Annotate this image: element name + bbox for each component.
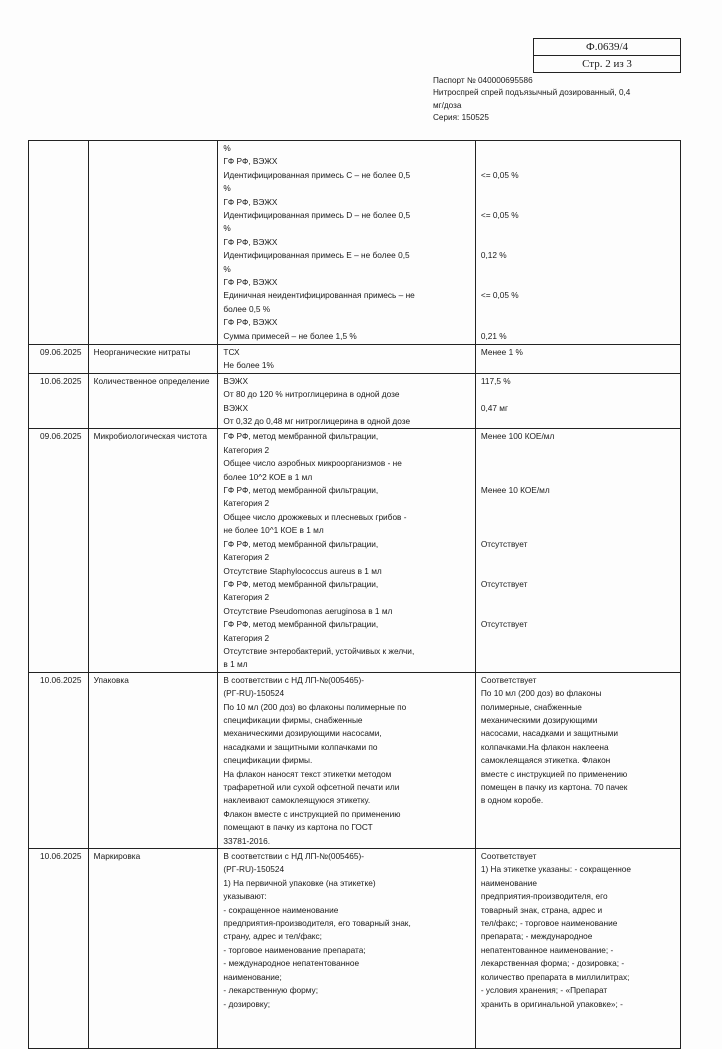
passport-number: Паспорт № 040000695586 (433, 76, 533, 85)
result-line: <= 0,05 % (480, 210, 519, 221)
requirement-line: Категория 2 (223, 632, 270, 643)
requirement-line: По 10 мл (200 доз) во флаконы полимерные по (223, 701, 407, 712)
requirement-line: ГФ РФ, метод мембранной фильтрации, (223, 485, 379, 496)
result-line (481, 388, 675, 401)
result-line: наименование (480, 877, 537, 888)
result-line (481, 155, 675, 168)
result-line: Отсутствует (480, 538, 528, 549)
test-name: Неорганические нитраты (88, 345, 218, 374)
requirement-line: Общее число дрожжевых и плесневых грибов - (223, 511, 407, 522)
result-line: хранить в оригинальной упаковке»; - (480, 998, 623, 1009)
requirement-line: Отсутствие Staphylococcus aureus в 1 мл (223, 565, 382, 576)
requirement-line: На флакон наносят текст этикетки методом (223, 768, 392, 779)
result-line: Отсутствует (480, 619, 528, 630)
test-date (29, 141, 89, 345)
result-line (481, 415, 675, 428)
requirement-line: 33781-2016. (223, 835, 271, 846)
test-date: 10.06.2025 (29, 672, 89, 848)
result-line (481, 182, 675, 195)
requirement-line: % (223, 263, 231, 274)
test-date: 09.06.2025 (29, 345, 89, 374)
requirement-line: ГФ РФ, метод мембранной фильтрации, (223, 431, 379, 442)
form-code: Ф.0639/4 (586, 41, 628, 53)
test-name: Маркировка (88, 849, 218, 1049)
result-line: вместе с инструкцией по применению (480, 768, 628, 779)
result-line: 1) На этикетке указаны: - сокращенное (480, 864, 632, 875)
result-line (481, 222, 675, 235)
result-line (481, 524, 675, 537)
requirement-line: наименование; (223, 971, 282, 982)
result-line: предприятия-производителя, его (480, 891, 608, 902)
requirement-line: - дозировку; (223, 998, 271, 1009)
result-line (481, 511, 675, 524)
requirement-line: спецификации фирмы, снабженные (223, 714, 363, 725)
result-line (481, 457, 675, 470)
requirement-line: в 1 мл (223, 659, 248, 670)
result-line: Менее 10 КОЕ/мл (480, 485, 550, 496)
table-row (29, 373, 681, 429)
requirement-line: предприятия-производителя, его товарный знак, (223, 918, 411, 929)
result-line (481, 276, 675, 289)
result-line: Менее 100 КОЕ/мл (480, 431, 555, 442)
table-row (29, 429, 681, 672)
result-line: полимерные, снабженные (480, 701, 582, 712)
requirement-line: спецификации фирмы. (223, 755, 313, 766)
requirement-line: (РГ-RU)-150524 (223, 864, 285, 875)
requirement-cell (218, 429, 475, 672)
result-line (481, 316, 675, 329)
requirement-line: Идентифицированная примесь Е – не более 0,5 (223, 250, 410, 261)
requirement-cell (218, 141, 475, 345)
requirement-line: Категория 2 (223, 592, 270, 603)
result-line: самоклеящаяся этикетка. Флакон (480, 755, 611, 766)
requirement-line: Идентифицированная примесь D – не более 0,5 (223, 210, 411, 221)
result-cell (475, 141, 680, 345)
result-line: механическими дозирующими (480, 714, 598, 725)
requirement-line: более 0,5 % (223, 303, 271, 314)
requirement-line: От 0,32 до 0,48 мг нитроглицерина в одной дозе (223, 416, 411, 427)
requirement-line: Не более 1% (223, 360, 274, 371)
requirement-line: указывают: (223, 891, 267, 902)
requirement-line: - лекарственную форму; (223, 985, 318, 996)
series-number: Серия: 150525 (433, 113, 489, 123)
result-line (481, 632, 675, 645)
requirement-line: ГФ РФ, ВЭЖХ (223, 317, 278, 328)
result-line: препарата; - международное (480, 931, 593, 942)
product-name-line1: Нитроспрей спрей подъязычный дозированный, 0,4 (433, 88, 631, 98)
requirement-line: - международное непатентованное (223, 958, 360, 969)
result-cell (475, 373, 680, 429)
requirement-line: 1) На первичной упаковке (на этикетке) (223, 877, 376, 888)
requirement-line: % (223, 223, 231, 234)
requirement-line: Единичная неидентифицированная примесь – не (223, 290, 415, 301)
requirement-line: ГФ РФ, ВЭЖХ (223, 196, 278, 207)
table-row (29, 672, 681, 848)
requirement-line: Отсутствие энтеробактерий, устойчивых к желчи, (223, 645, 415, 656)
result-line: 0,47 мг (480, 402, 509, 413)
requirement-line: ГФ РФ, метод мембранной фильтрации, (223, 578, 379, 589)
requirement-line: Категория 2 (223, 498, 270, 509)
test-name (88, 141, 218, 345)
test-name: Микробиологическая чистота (88, 429, 218, 672)
result-line (481, 591, 675, 604)
result-line: колпачками.На флакон наклеена (480, 741, 609, 752)
result-line (481, 658, 675, 671)
requirement-line: Категория 2 (223, 552, 270, 563)
result-line (481, 142, 675, 155)
requirement-cell (218, 345, 475, 374)
form-code-box (533, 38, 681, 73)
requirement-line: ГФ РФ, метод мембранной фильтрации, (223, 619, 379, 630)
requirement-line: В соответствии с НД ЛП-№(005465)- (223, 851, 365, 862)
result-line: количество препарата в миллилитрах; (480, 971, 630, 982)
requirement-line: Идентифицированная примесь С – не более 0,5 (223, 169, 411, 180)
result-cell (475, 345, 680, 374)
table-row (29, 849, 681, 1049)
result-line (481, 497, 675, 510)
result-line: тел/факс; - торговое наименование (480, 918, 618, 929)
result-line: <= 0,05 % (480, 290, 519, 301)
product-name-line2: мг/доза (433, 100, 462, 110)
requirement-line: Категория 2 (223, 444, 270, 455)
result-cell (475, 429, 680, 672)
table-row (29, 345, 681, 374)
requirement-line: ВЭЖХ (223, 375, 248, 386)
passport-header (433, 75, 643, 125)
result-line: 0,12 % (480, 250, 507, 261)
requirement-line: трафаретной или сухой офсетной печати или (223, 782, 400, 792)
requirement-line: Флакон вместе с инструкцией по применению (223, 808, 401, 819)
result-line: Соответствует (480, 674, 537, 685)
result-line (481, 236, 675, 249)
result-cell (475, 849, 680, 1049)
requirement-line: ГФ РФ, метод мембранной фильтрации, (223, 538, 379, 549)
result-line (481, 565, 675, 578)
requirement-line: ВЭЖХ (223, 402, 248, 413)
result-line (481, 263, 675, 276)
result-line (481, 471, 675, 484)
result-line: в одном коробе. (480, 795, 544, 806)
result-line: насосами, насадками и защитными (480, 728, 618, 739)
test-date: 10.06.2025 (29, 849, 89, 1049)
test-name: Количественное определение (88, 373, 218, 429)
requirement-line: механическими дозирующими насосами, (223, 728, 382, 739)
result-line (481, 551, 675, 564)
test-name: Упаковка (88, 672, 218, 848)
requirement-line: насадками и защитными колпачками по (223, 741, 378, 752)
result-line: - условия хранения; - «Препарат (480, 985, 608, 996)
result-line: Отсутствует (480, 578, 528, 589)
requirement-line: не более 10^1 КОЕ в 1 мл (223, 525, 324, 536)
requirement-line: страну, адрес и тел/факс; (223, 931, 322, 942)
requirement-line: ТСХ (223, 347, 240, 357)
requirement-line: более 10^2 КОЕ в 1 мл (223, 471, 313, 482)
requirement-line: Отсутствие Pseudomonas aeruginosa в 1 мл (223, 605, 393, 616)
requirement-line: - торговое наименование препарата; (223, 944, 366, 955)
result-line (481, 303, 675, 316)
result-line: 0,21 % (480, 330, 507, 341)
requirement-cell (218, 672, 475, 848)
requirement-line: Сумма примесей – не более 1,5 % (223, 330, 357, 341)
requirement-line: От 80 до 120 % нитроглицерина в одной дозе (223, 389, 400, 400)
requirement-cell (218, 373, 475, 429)
test-date: 10.06.2025 (29, 373, 89, 429)
test-results-table (28, 140, 681, 1049)
requirement-line: помещают в пачку из картона по ГОСТ (223, 822, 373, 833)
result-line: Соответствует (480, 851, 537, 862)
requirement-cell (218, 849, 475, 1049)
result-line: 117,5 % (480, 375, 511, 386)
result-line: лекарственная форма; - дозировка; - (480, 958, 625, 969)
requirement-line: Общее число аэробных микроорганизмов - не (223, 458, 402, 469)
requirement-line: (РГ-RU)-150524 (223, 688, 285, 699)
test-date: 09.06.2025 (29, 429, 89, 672)
result-line (481, 196, 675, 209)
requirement-line: наклеивают самоклеящуюся этикетку. (223, 795, 371, 806)
requirement-line: ГФ РФ, ВЭЖХ (223, 236, 278, 247)
result-line: <= 0,05 % (480, 169, 519, 180)
requirement-line: ГФ РФ, ВЭЖХ (223, 156, 278, 167)
result-line: По 10 мл (200 доз) во флаконы (480, 688, 602, 699)
result-line (481, 444, 675, 457)
table-row (29, 141, 681, 345)
page-number: Стр. 2 из 3 (534, 55, 680, 72)
requirement-line: В соответствии с НД ЛП-№(005465)- (223, 674, 365, 685)
result-line: непатентованное наименование; - (480, 944, 614, 955)
result-line (481, 645, 675, 658)
result-line: помещен в пачку из картона. 70 пачек (480, 782, 628, 792)
result-line (481, 605, 675, 618)
requirement-line: % (223, 143, 231, 153)
requirement-line: - сокращенное наименование (223, 904, 339, 915)
result-line: товарный знак, страна, адрес и (480, 904, 603, 915)
requirement-line: ГФ РФ, ВЭЖХ (223, 277, 278, 288)
result-cell (475, 672, 680, 848)
requirement-line: % (223, 183, 231, 194)
result-line: Менее 1 % (480, 347, 523, 357)
